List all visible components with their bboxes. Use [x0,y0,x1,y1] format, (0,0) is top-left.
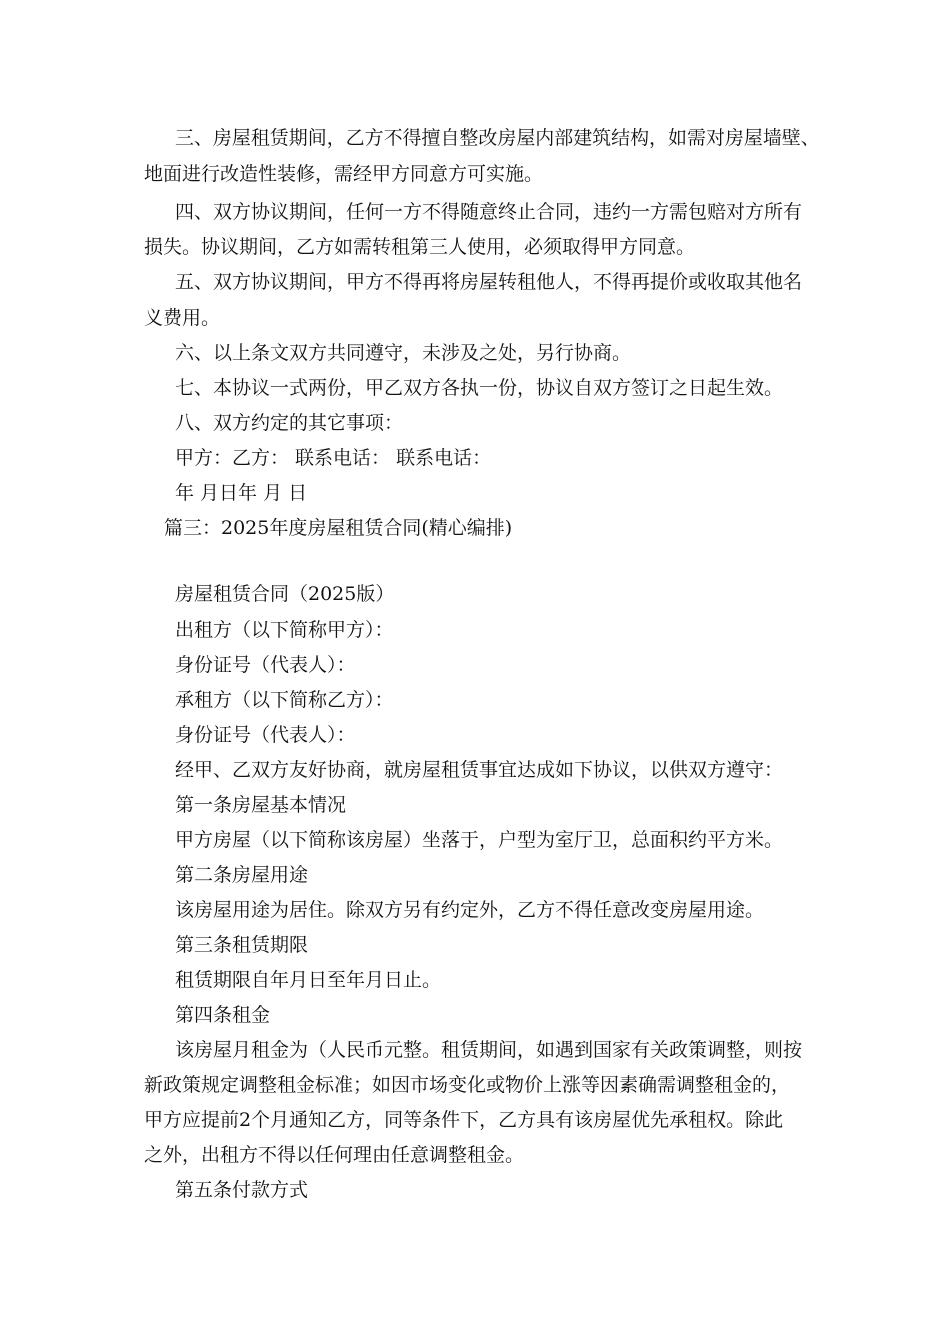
clause-3-line-2: 地面进行改造性装修，需经甲方同意方可实施。 [144,163,544,185]
clause-6: 六、以上条文双方共同遵守，未涉及之处，另行协商。 [175,342,632,364]
clause-4-line-1: 四、双方协议期间，任何一方不得随意终止合同，违约一方需包赔对方所有 [175,201,803,223]
article-1-body: 甲方房屋（以下简称该房屋）坐落于，户型为室厅卫，总面积约平方米。 [175,829,784,851]
article-1-heading: 第一条房屋基本情况 [175,794,347,816]
section-heading: 篇三：2025年度房屋租赁合同(精心编排) [164,517,513,539]
contract-title: 房屋租赁合同（2025版） [175,583,395,605]
article-4-body-line-1: 该房屋月租金为（人民币元整。租赁期间，如遇到国家有关政策调整，则按 [175,1039,803,1061]
clause-7: 七、本协议一式两份，甲乙双方各执一份，协议自双方签订之日起生效。 [175,377,784,399]
article-2-heading: 第二条房屋用途 [175,864,309,886]
lessor-field: 出租方（以下简称甲方）： [175,619,394,641]
clause-5-line-1: 五、双方协议期间，甲方不得再将房屋转租他人，不得再提价或收取其他名 [175,271,803,293]
clause-3-line-1: 三、房屋租赁期间，乙方不得擅自整改房屋内部建筑结构，如需对房屋墙壁、 [175,127,820,149]
article-4-body-line-2: 新政策规定调整租金标准；如因市场变化或物价上涨等因素确需调整租金的， [144,1074,791,1096]
article-3-heading: 第三条租赁期限 [175,934,309,956]
signature-parties: 甲方：乙方： 联系电话： 联系电话： [175,447,492,469]
lessee-id-field: 身份证号（代表人）： [175,724,356,746]
article-4-heading: 第四条租金 [175,1004,271,1026]
clause-8: 八、双方约定的其它事项： [175,412,404,434]
signature-dates: 年 月日年 月 日 [175,482,308,504]
article-5-heading: 第五条付款方式 [175,1179,309,1201]
article-3-body: 租赁期限自年月日至年月日止。 [175,969,442,991]
lessor-id-field: 身份证号（代表人）： [175,654,356,676]
preamble: 经甲、乙双方友好协商，就房屋租赁事宜达成如下协议，以供双方遵守： [175,759,784,781]
article-4-body-line-3: 甲方应提前2个月通知乙方，同等条件下，乙方具有该房屋优先承租权。除此 [144,1109,784,1131]
clause-5-line-2: 义费用。 [144,307,221,329]
article-4-body-line-4: 之外，出租方不得以任何理由任意调整租金。 [144,1144,525,1166]
clause-4-line-2: 损失。协议期间，乙方如需转租第三人使用，必须取得甲方同意。 [144,236,696,258]
lessee-field: 承租方（以下简称乙方）： [175,689,394,711]
article-2-body: 该房屋用途为居住。除双方另有约定外，乙方不得任意改变房屋用途。 [175,899,765,921]
